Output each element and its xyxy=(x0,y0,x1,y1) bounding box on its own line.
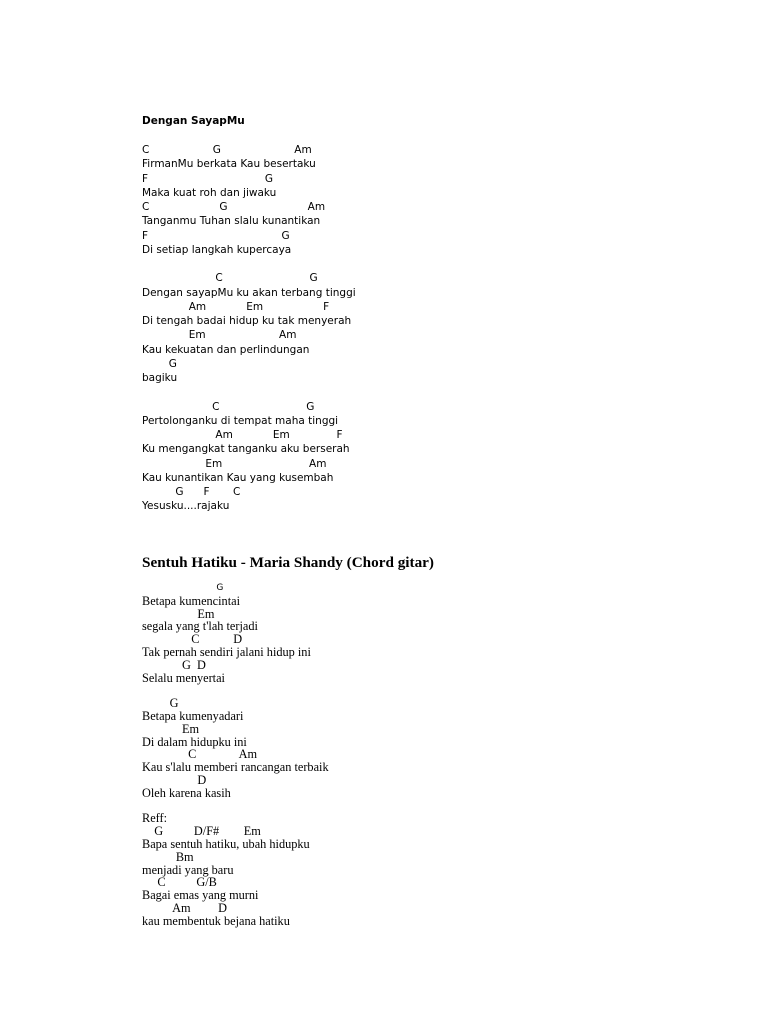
lyric-line: Yesusku....rajaku xyxy=(142,500,230,513)
lyric-line: Di setiap langkah kupercaya xyxy=(142,243,292,256)
lyric-line: Betapa kumenyadari xyxy=(142,708,244,723)
lyric-line: Bagai emas yang murni xyxy=(142,888,259,903)
stanza-gap xyxy=(142,684,742,697)
lyric-line: FirmanMu berkata Kau besertaku xyxy=(142,158,316,171)
chord-line: Am Em F xyxy=(142,429,343,441)
song-dengan-sayapmu xyxy=(142,113,742,514)
chord-line: Em Am xyxy=(142,329,297,342)
lyric-line: Di dalam hidupku ini xyxy=(142,734,247,749)
chord-line: C Am xyxy=(142,747,258,762)
song-title: Dengan SayapMu xyxy=(142,115,245,127)
chord-line: Am D xyxy=(142,900,228,915)
lyric-line: Kau s'lalu memberi rancangan terbaik xyxy=(142,760,329,775)
chord-line: C G/B xyxy=(142,875,217,890)
chord-line: G xyxy=(142,583,224,593)
chord-line: D xyxy=(142,772,207,787)
stanza-gap xyxy=(142,800,742,813)
chord-line: F G xyxy=(142,172,273,185)
chord-line: Em Am xyxy=(142,457,327,470)
lyric-line: Kau kekuatan dan perlindungan xyxy=(142,343,310,356)
lyric-line: Oleh karena kasih xyxy=(142,785,231,800)
chord-line: C G Am xyxy=(142,201,326,213)
song-lyrics xyxy=(142,582,742,928)
chord-line: G D xyxy=(142,657,206,672)
lyric-line: Bapa sentuh hatiku, ubah hidupku xyxy=(142,836,310,851)
chord-line: Em xyxy=(142,606,215,621)
lyric-line: Maka kuat roh dan jiwaku xyxy=(142,186,277,199)
song-sentuh-hatiku xyxy=(142,553,742,928)
lyric-line: menjadi yang baru xyxy=(142,862,234,877)
chord-line: F G xyxy=(142,229,290,242)
stanza-gap xyxy=(142,257,742,271)
lyric-line: Pertolonganku di tempat maha tinggi xyxy=(142,414,339,427)
lyric-line: Kau kunantikan Kau yang kusembah xyxy=(142,471,334,484)
lyric-line: Betapa kumencintai xyxy=(142,593,240,608)
chord-line: Am Em F xyxy=(142,300,330,313)
chord-line: G F C xyxy=(142,486,241,498)
lyric-line: kau membentuk bejana hatiku xyxy=(142,913,290,928)
lyric-line: bagiku xyxy=(142,372,178,384)
song-lyrics xyxy=(142,143,742,514)
lyric-line: Ku mengangkat tanganku aku berserah xyxy=(142,443,350,456)
lyric-line: segala yang t'lah terjadi xyxy=(142,619,258,634)
lyric-line: Tak pernah sendiri jalani hidup ini xyxy=(142,644,311,659)
chord-line: Bm xyxy=(142,849,194,864)
chord-line: G xyxy=(142,357,177,370)
lyric-line: Di tengah badai hidup ku tak menyerah xyxy=(142,315,352,327)
lyric-line: Selalu menyertai xyxy=(142,670,225,685)
chord-line: C G xyxy=(142,272,318,285)
chord-line: G D/F# Em xyxy=(142,824,261,839)
chord-line: G xyxy=(142,696,179,711)
chord-line: C G xyxy=(142,400,315,413)
chord-line: C D xyxy=(142,632,243,647)
stanza-gap xyxy=(142,385,742,399)
song-title: Sentuh Hatiku - Maria Shandy (Chord gitar) xyxy=(142,554,434,571)
section-label: Reff: xyxy=(142,811,168,826)
chord-line: Em xyxy=(142,721,200,736)
lyric-line: Dengan sayapMu ku akan terbang tinggi xyxy=(142,286,356,299)
chord-line: C G Am xyxy=(142,144,312,156)
lyric-line: Tanganmu Tuhan slalu kunantikan xyxy=(142,215,321,228)
